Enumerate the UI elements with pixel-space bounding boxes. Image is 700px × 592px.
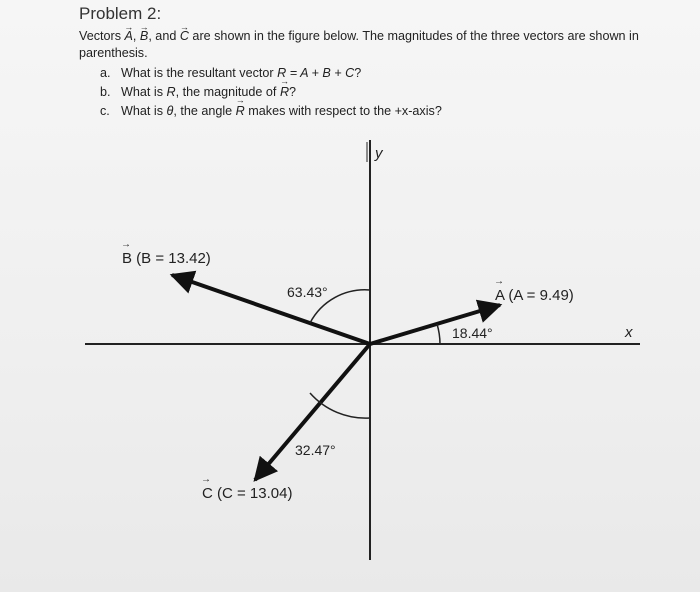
- vector-b-symbol: → B: [140, 28, 148, 45]
- vector-c-label: [202, 485, 292, 502]
- question-c-text-3: makes with respect to the +x-axis?: [244, 104, 442, 118]
- vector-a-label: [495, 287, 574, 304]
- question-a-text-2: ?: [354, 66, 362, 80]
- vector-c-label-text: C (C = 13.04): [202, 485, 293, 502]
- question-b-text-1: What is: [121, 85, 167, 99]
- x-axis-label: x: [625, 324, 633, 341]
- question-c-text-2: , the angle: [173, 104, 236, 118]
- vector-c-arrow-symbol: →: [201, 474, 211, 485]
- vector-b-label-text: B (B = 13.42): [122, 250, 211, 267]
- vector-c-symbol: → C: [180, 28, 189, 45]
- vector-c-arrow: [255, 344, 370, 480]
- vector-b-label: [122, 250, 211, 267]
- angle-b-label: 63.43°: [287, 284, 328, 300]
- problem-title: Problem 2:: [79, 4, 162, 23]
- question-c-r-vector: → R: [236, 104, 245, 118]
- question-c-label: c.: [100, 104, 110, 118]
- vector-a-arrow-symbol: →: [494, 276, 504, 287]
- vector-b-arrow-symbol: →: [121, 239, 131, 250]
- question-b-text-2: , the magnitude of: [175, 85, 280, 99]
- angle-a-arc: [437, 324, 440, 344]
- question-a-expression: R = A + B + C: [277, 66, 355, 80]
- question-a-text-1: What is the resultant vector: [121, 66, 278, 80]
- question-b-label: b.: [100, 85, 111, 99]
- intro-text-2: are shown in the figure below. The magnitudes of the three vectors are shown in parenthesis.: [79, 29, 639, 60]
- vector-b-arrow: [172, 275, 370, 344]
- y-axis-label: y: [375, 145, 383, 162]
- angle-c-label: 32.47°: [295, 442, 336, 458]
- question-b-text-3: ?: [289, 85, 297, 99]
- intro-text-1: Vectors: [79, 29, 125, 43]
- vector-a-label-text: A (A = 9.49): [495, 287, 574, 304]
- angle-a-label: 18.44°: [452, 325, 493, 341]
- question-c-text-1: What is: [121, 104, 167, 118]
- question-a-label: a.: [100, 66, 111, 80]
- intro-sep-1: ,: [132, 29, 140, 43]
- question-c-theta: θ: [166, 104, 174, 118]
- question-b-r-vector: → R: [280, 85, 289, 99]
- intro-sep-2: , and: [148, 29, 180, 43]
- vector-a-symbol: → A: [125, 28, 133, 45]
- question-b-r-variable: R: [166, 85, 176, 99]
